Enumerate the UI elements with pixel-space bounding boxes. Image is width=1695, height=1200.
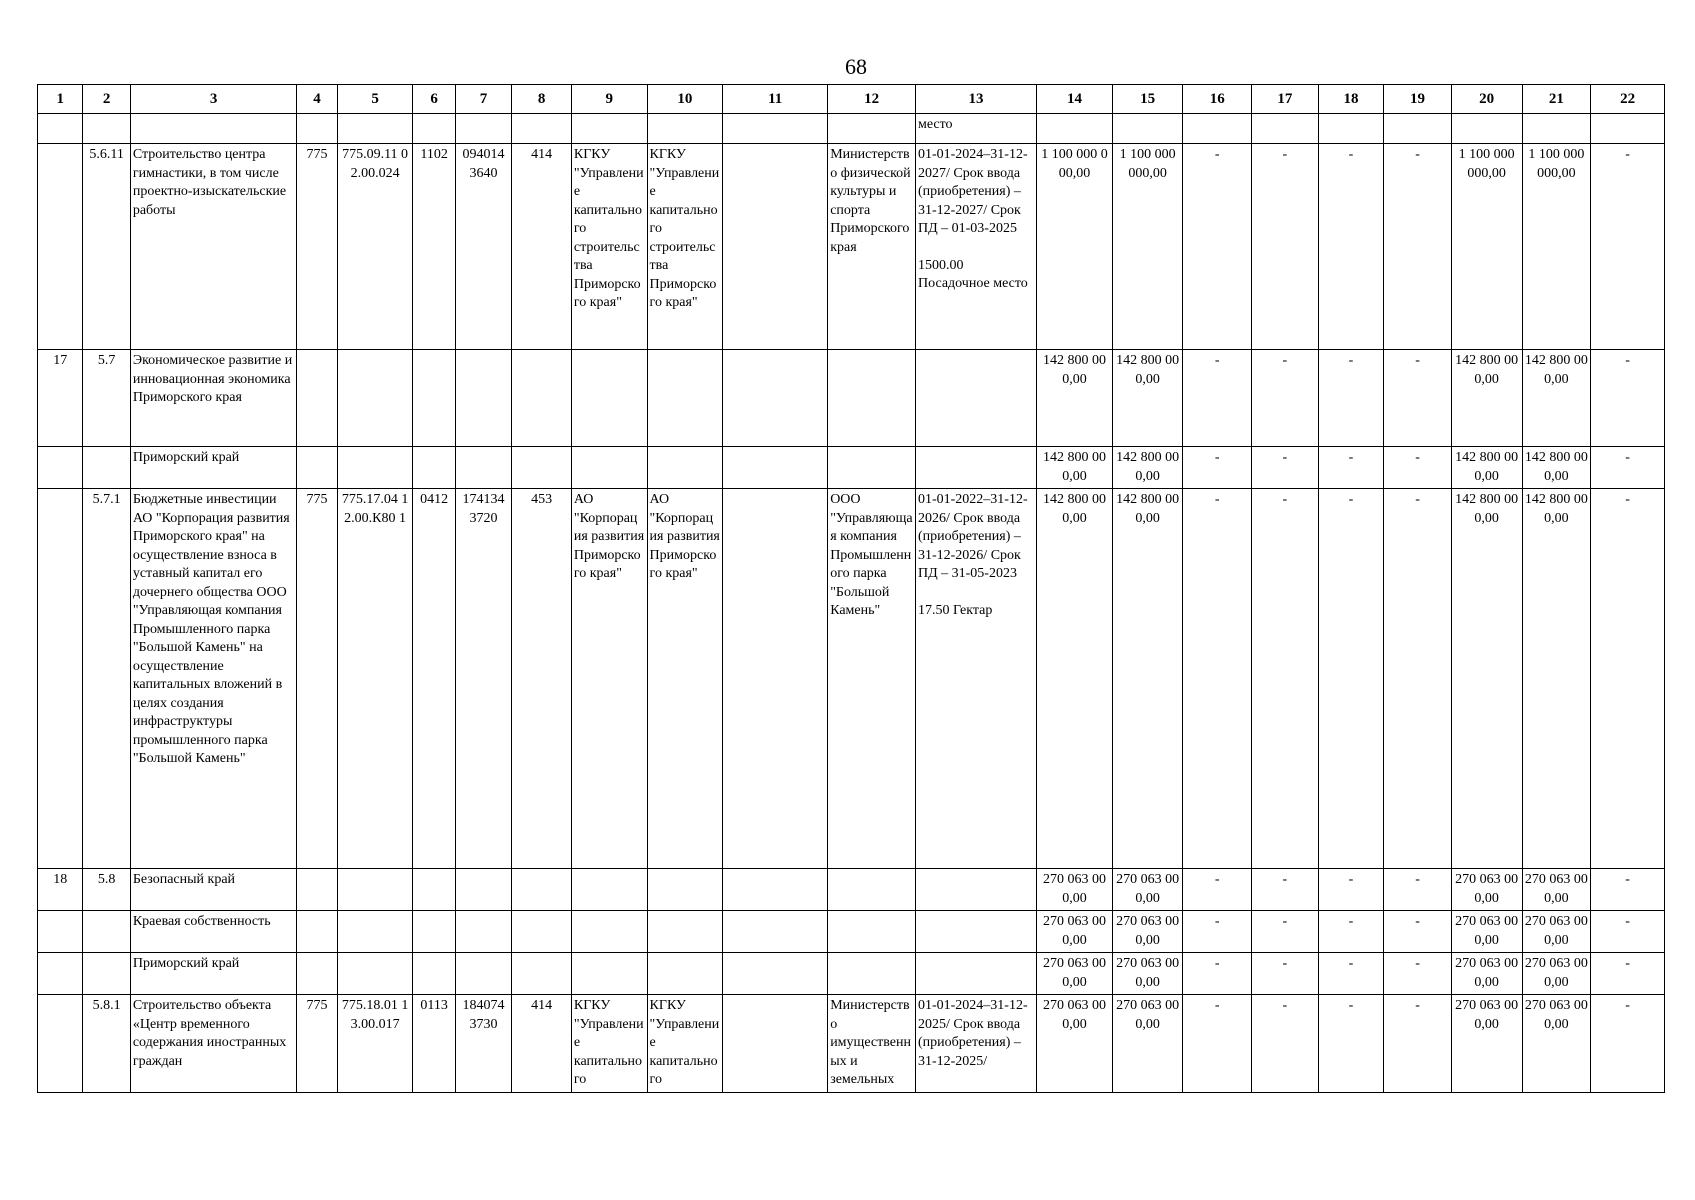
table-cell: 1102 <box>413 144 455 350</box>
col-header: 14 <box>1037 85 1113 114</box>
table-cell: КГКУ "Управление капитального строительства Приморского края" <box>647 144 723 350</box>
table-cell: 5.8 <box>83 869 130 911</box>
table-cell: - <box>1591 869 1665 911</box>
table-cell: Строительство объекта «Центр временного содержания иностранных граждан <box>130 995 297 1093</box>
table-row <box>38 447 1665 489</box>
table-cell: 775 <box>297 144 337 350</box>
table-cell: 1 100 000 000,00 <box>1112 144 1183 350</box>
table-cell: КГКУ "Управление капитального <box>571 995 647 1093</box>
table-cell: - <box>1591 995 1665 1093</box>
table-cell: - <box>1318 995 1384 1093</box>
table-cell: - <box>1384 350 1452 447</box>
table-row <box>38 144 1665 350</box>
table-cell: 094014 3640 <box>455 144 512 350</box>
table-cell: 775 <box>297 995 337 1093</box>
table-cell: 142 800 000,00 <box>1037 350 1113 447</box>
col-header: 2 <box>83 85 130 114</box>
table-cell: 270 063 000,00 <box>1037 953 1113 995</box>
col-header: 17 <box>1252 85 1319 114</box>
table-cell: - <box>1384 447 1452 489</box>
table-cell: 01-01-2024–31-12-2025/ Срок ввода (приобретения) – 31-12-2025/ <box>915 995 1036 1093</box>
col-header: 6 <box>413 85 455 114</box>
table-cell: 270 063 000,00 <box>1522 869 1591 911</box>
table-cell: Министерство физической культуры и спорта Приморского края <box>828 144 916 350</box>
table-cell: 0113 <box>413 995 455 1093</box>
col-header: 12 <box>828 85 916 114</box>
table-cell: - <box>1318 447 1384 489</box>
table-cell: 142 800 000,00 <box>1451 447 1522 489</box>
table-cell: - <box>1384 144 1452 350</box>
table-cell: 142 800 000,00 <box>1451 350 1522 447</box>
table-cell: 270 063 000,00 <box>1522 995 1591 1093</box>
table-cell: АО "Корпорация развития Приморского края" <box>647 489 723 869</box>
table-cell: - <box>1318 869 1384 911</box>
table-cell: - <box>1183 995 1252 1093</box>
col-header: 3 <box>130 85 297 114</box>
table-cell: 270 063 000,00 <box>1451 995 1522 1093</box>
col-header: 21 <box>1522 85 1591 114</box>
col-header: 18 <box>1318 85 1384 114</box>
table-cell: - <box>1183 144 1252 350</box>
table-cell: - <box>1183 350 1252 447</box>
table-cell: Экономическое развитие и инновационная экономика Приморского края <box>130 350 297 447</box>
table-cell: - <box>1318 953 1384 995</box>
table-cell: 142 800 000,00 <box>1037 489 1113 869</box>
col-header: 7 <box>455 85 512 114</box>
table-cell: 5.8.1 <box>83 995 130 1093</box>
header-row <box>38 85 1665 114</box>
col-header: 20 <box>1451 85 1522 114</box>
table-cell: 142 800 000,00 <box>1112 447 1183 489</box>
col-header: 9 <box>571 85 647 114</box>
table-cell: 142 800 000,00 <box>1112 489 1183 869</box>
table-cell: 270 063 000,00 <box>1112 911 1183 953</box>
table-cell: - <box>1183 911 1252 953</box>
col-header: 19 <box>1384 85 1452 114</box>
table-cell: 270 063 000,00 <box>1112 869 1183 911</box>
table-row <box>38 869 1665 911</box>
table-cell: 17 <box>38 350 83 447</box>
table-cell: ООО "Управляющая компания Промышленного парка "Большой Камень" <box>828 489 916 869</box>
table-cell: 01-01-2022–31-12-2026/ Срок ввода (приобретения) – 31-12-2026/ Срок ПД – 31-05-2023 17.50 Гектар <box>915 489 1036 869</box>
table-cell: - <box>1252 953 1319 995</box>
page-number: 68 <box>845 54 867 79</box>
table-cell: - <box>1252 911 1319 953</box>
table-cell: 414 <box>512 995 572 1093</box>
table-cell: - <box>1591 144 1665 350</box>
table-row <box>38 911 1665 953</box>
table-cell: Безопасный край <box>130 869 297 911</box>
table-cell: Бюджетные инвестиции АО "Корпорация развития Приморского края" на осуществление взноса в уставный капитал его дочернего общества ООО "Управляющая компания Промышленного парка "Большой Камень" на осуществление капитальных вложений в целях создания инфраструктуры промышленного парка "Большой Камень" <box>130 489 297 869</box>
investment-table <box>37 84 1665 1093</box>
table-cell: - <box>1252 869 1319 911</box>
table-cell: 775 <box>297 489 337 869</box>
table-cell: 142 800 000,00 <box>1451 489 1522 869</box>
table-cell: 270 063 000,00 <box>1037 995 1113 1093</box>
table-cell: - <box>1318 350 1384 447</box>
table-cell: Краевая собственность <box>130 911 297 953</box>
table-cell: - <box>1183 953 1252 995</box>
table-cell: - <box>1591 350 1665 447</box>
table-row <box>38 489 1665 869</box>
table-row <box>38 995 1665 1093</box>
col-header: 4 <box>297 85 337 114</box>
table-cell: 0412 <box>413 489 455 869</box>
table-cell: 142 800 000,00 <box>1522 447 1591 489</box>
table-cell: - <box>1384 995 1452 1093</box>
table-cell: 775.18.01 13.00.017 <box>337 995 413 1093</box>
col-header: 22 <box>1591 85 1665 114</box>
col-header: 13 <box>915 85 1036 114</box>
col-header: 1 <box>38 85 83 114</box>
table-cell: 184074 3730 <box>455 995 512 1093</box>
table-cell: - <box>1318 144 1384 350</box>
table-cell: 18 <box>38 869 83 911</box>
table-cell: 270 063 000,00 <box>1112 953 1183 995</box>
table-cell: Приморский край <box>130 447 297 489</box>
table-cell: 142 800 000,00 <box>1112 350 1183 447</box>
table-cell: 142 800 000,00 <box>1522 350 1591 447</box>
col-header: 15 <box>1112 85 1183 114</box>
col-header: 11 <box>723 85 828 114</box>
table-cell: 1 100 000 000,00 <box>1037 144 1113 350</box>
table-cell: - <box>1252 995 1319 1093</box>
table-cell: Приморский край <box>130 953 297 995</box>
table-cell: 1 100 000 000,00 <box>1451 144 1522 350</box>
table-cell: - <box>1591 489 1665 869</box>
table-cell: 5.7.1 <box>83 489 130 869</box>
table-cell: 174134 3720 <box>455 489 512 869</box>
table-row <box>38 114 1665 144</box>
table-cell: - <box>1252 350 1319 447</box>
table-cell: 775.09.11 02.00.024 <box>337 144 413 350</box>
table-cell: - <box>1183 489 1252 869</box>
table-row <box>38 953 1665 995</box>
table-cell: 5.6.11 <box>83 144 130 350</box>
table-cell: 270 063 000,00 <box>1451 953 1522 995</box>
table-cell: 1 100 000 000,00 <box>1522 144 1591 350</box>
table-cell: 270 063 000,00 <box>1451 911 1522 953</box>
table-cell: 775.17.04 12.00.К80 1 <box>337 489 413 869</box>
table-cell: 453 <box>512 489 572 869</box>
table-cell: 270 063 000,00 <box>1451 869 1522 911</box>
table-cell: - <box>1252 144 1319 350</box>
table-cell: - <box>1183 447 1252 489</box>
table-cell: 270 063 000,00 <box>1522 911 1591 953</box>
table-cell: 270 063 000,00 <box>1037 869 1113 911</box>
table-cell: - <box>1384 911 1452 953</box>
table-cell: - <box>1183 869 1252 911</box>
table-cell: - <box>1384 869 1452 911</box>
table-cell: КГКУ "Управление капитального строительства Приморского края" <box>571 144 647 350</box>
table-cell <box>38 144 83 350</box>
table-cell: - <box>1591 447 1665 489</box>
table-cell: 5.7 <box>83 350 130 447</box>
table-cell: 270 063 000,00 <box>1522 953 1591 995</box>
table-cell: 414 <box>512 144 572 350</box>
table-cell: - <box>1384 489 1452 869</box>
col-header: 5 <box>337 85 413 114</box>
table-cell: 270 063 000,00 <box>1112 995 1183 1093</box>
table-cell: - <box>1591 911 1665 953</box>
table-cell: КГКУ "Управление капитального <box>647 995 723 1093</box>
table-cell: - <box>1252 489 1319 869</box>
table-cell: - <box>1318 911 1384 953</box>
table-cell: 01-01-2024–31-12-2027/ Срок ввода (приобретения) – 31-12-2027/ Срок ПД – 01-03-2025 1500.00 Посадочное место <box>915 144 1036 350</box>
table-cell: - <box>1252 447 1319 489</box>
table-cell: - <box>1384 953 1452 995</box>
table-cell: Министерство имущественных и земельных <box>828 995 916 1093</box>
table-cell: место <box>915 114 1036 144</box>
table-cell: - <box>1591 953 1665 995</box>
col-header: 10 <box>647 85 723 114</box>
table-row <box>38 350 1665 447</box>
table-cell: Строительство центра гимнастики, в том числе проектно-изыскательские работы <box>130 144 297 350</box>
col-header: 8 <box>512 85 572 114</box>
col-header: 16 <box>1183 85 1252 114</box>
table-cell: 270 063 000,00 <box>1037 911 1113 953</box>
table-cell <box>723 144 828 350</box>
table-cell: 142 800 000,00 <box>1522 489 1591 869</box>
table-cell: 142 800 000,00 <box>1037 447 1113 489</box>
table-cell: АО "Корпорация развития Приморского края" <box>571 489 647 869</box>
table-cell: - <box>1318 489 1384 869</box>
